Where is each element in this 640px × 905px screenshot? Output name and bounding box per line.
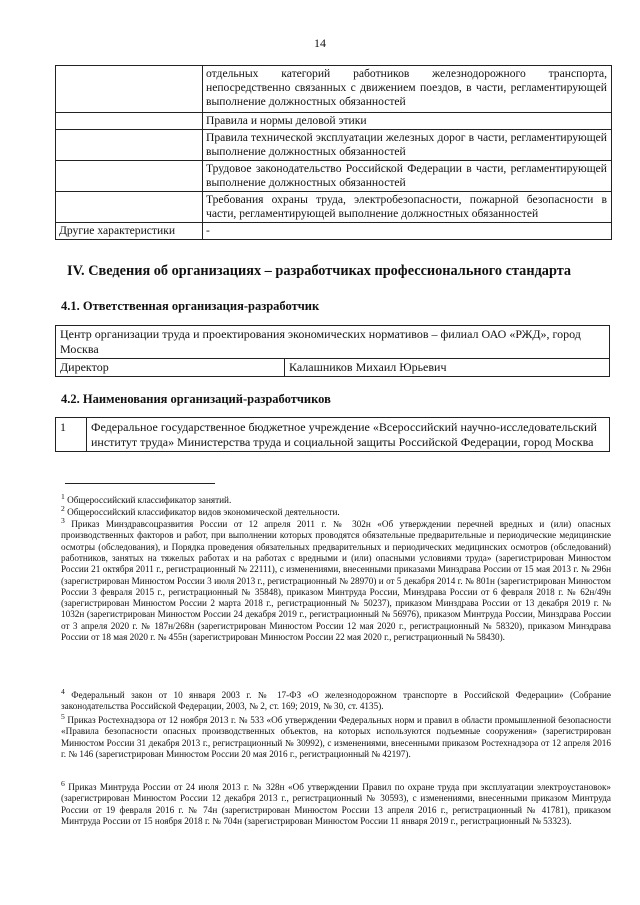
subsection-title: 4.1. Ответственная организация-разработчик	[61, 299, 320, 313]
table-row	[56, 418, 610, 452]
responsible-org-table	[55, 325, 610, 377]
org-name: Центр организации труда и проектирования экономических нормативов – филиал ОАО «РЖД», город Москва	[56, 326, 610, 359]
footnote-separator	[65, 483, 215, 484]
table-cell-left	[56, 130, 203, 161]
table-row	[56, 130, 612, 161]
table-row	[56, 161, 612, 192]
table-cell-right: Правила и нормы деловой этики	[203, 113, 612, 130]
table-cell-right: Требования охраны труда, электробезопасности, пожарной безопасности в части, регламентирующей выполнение должностных обязанностей	[203, 192, 612, 223]
table-row	[56, 359, 610, 377]
table-row	[56, 223, 612, 240]
footnote: $^4$ Федеральный закон от 10 января 2003 г. № 17-ФЗ «О железнодорожном транспорте в Российской Федерации» (Собрание законодательства Российской Федерации, 2003, № 2, ст. 169; 2019, № 30, ст. 4135).	[61, 687, 612, 712]
table-cell-left	[56, 161, 203, 192]
table-row	[56, 326, 610, 359]
table-cell-right: Трудовое законодательство Российской Федерации в части, регламентирующей выполнение должностных обязанностей	[203, 161, 612, 192]
knowledge-table	[55, 65, 612, 240]
table-cell-right: -	[203, 223, 612, 240]
org-name: Федеральное государственное бюджетное учреждение «Всероссийский научно-исследовательский институт труда» Министерства труда и социальной защиты Российской Федерации, город Москва	[87, 418, 610, 452]
table-cell-left: Другие характеристики	[56, 223, 203, 240]
table-cell-right: отдельных категорий работников железнодорожного транспорта, непосредственно связанных с движением поездов, в части, регламентирующей выполнение должностных обязанностей	[203, 66, 612, 113]
footnote: $^2$ Общероссийский классификатор видов экономической деятельности.	[61, 504, 340, 518]
table-row	[56, 192, 612, 223]
position-label: Директор	[56, 359, 285, 377]
developer-orgs-table	[55, 417, 610, 452]
footnote: $^6$ Приказ Минтруда России от 24 июля 2013 г. № 328н «Об утверждении Правил по охране труда при эксплуатации электроустановок» (зарегистрирован Минюстом России 12 декабря 2013 г., регистрационный № 30593), с изменениями, внесенными приказом Минтруда России от 19 февраля 2016 г. № 74н (зарегистрирован Минюстом России 13 апреля 2016 г., регистрационный № 41781), приказом Минтруда России от 15 ноября 2018 г. № 704н (зарегистрирован Минюстом России 11 января 2019 г., регистрационный № 53323).	[61, 779, 612, 826]
footnote: $^1$ Общероссийский классификатор занятий.	[61, 492, 232, 506]
page-number: 14	[314, 36, 326, 50]
footnote: $^3$ Приказ Минздравсоцразвития России от 12 апреля 2011 г. № 302н «Об утверждении перечней вредных и (или) опасных производственных факторов и работ, при выполнении которых проводятся обязательные предварительные и периодические медицинские осмотры (обследования), и Порядка проведения обязательных предварительных и периодических медицинских осмотров (обследований) работников, занятых на тяжелых работах и на работах с вредными и (или) опасными условиями труда» (зарегистрирован Минюстом России 21 октября 2011 г., регистрационный № 22111), с изменениями, внесенными приказами Минздрава России от 15 мая 2013 г. № 296н (зарегистрирован Минюстом России 3 июля 2013 г., регистрационный № 28970) и от 5 декабря 2014 г. № 801н (зарегистрирован Минюстом России 3 февраля 2015 г., регистрационный № 35848), приказом Минтруда России, Минздрава России от 6 февраля 2018 г. № 62н/49н (зарегистрирован Минюстом России 2 марта 2018 г., регистрационный № 50237), приказом Минздрава России от 13 декабря 2019 г. № 1032н (зарегистрирован Минюстом России 24 декабря 2019 г., регистрационный № 56976), приказом Минтруда России, Минздрава России от 3 апреля 2020 г. № 187н/268н (зарегистрирован Минюстом России 12 мая 2020 г., регистрационный № 58320), приказом Минздрава России от 18 мая 2020 г. № 455н (зарегистрирован Минюстом России 22 мая 2020 г., регистрационный № 58430).	[61, 516, 611, 643]
person-name: Калашников Михаил Юрьевич	[285, 359, 610, 377]
table-cell-left	[56, 113, 203, 130]
footnote: $^5$ Приказ Ростехнадзора от 12 ноября 2013 г. № 533 «Об утверждении Федеральных норм и правил в области промышленной безопасности «Правила безопасности опасных производственных объектов, на которых используются подъемные сооружения» (зарегистрирован Минюстом России 31 декабря 2013 г., регистрационный № 30992), с изменениями, внесенными приказом Ростехнадзора от 12 апреля 2016 г. № 146 (зарегистрирован Минюстом России 20 мая 2016 г., регистрационный № 42197).	[61, 712, 611, 759]
table-row	[56, 113, 612, 130]
table-cell-left	[56, 192, 203, 223]
table-row	[56, 66, 612, 113]
table-cell-left	[56, 66, 203, 113]
row-number: 1	[56, 418, 87, 452]
subsection-title: 4.2. Наименования организаций-разработчиков	[61, 392, 331, 406]
section-title: IV. Сведения об организациях – разработчиках профессионального стандарта	[67, 263, 572, 279]
table-cell-right: Правила технической эксплуатации железных дорог в части, регламентирующей выполнение должностных обязанностей	[203, 130, 612, 161]
